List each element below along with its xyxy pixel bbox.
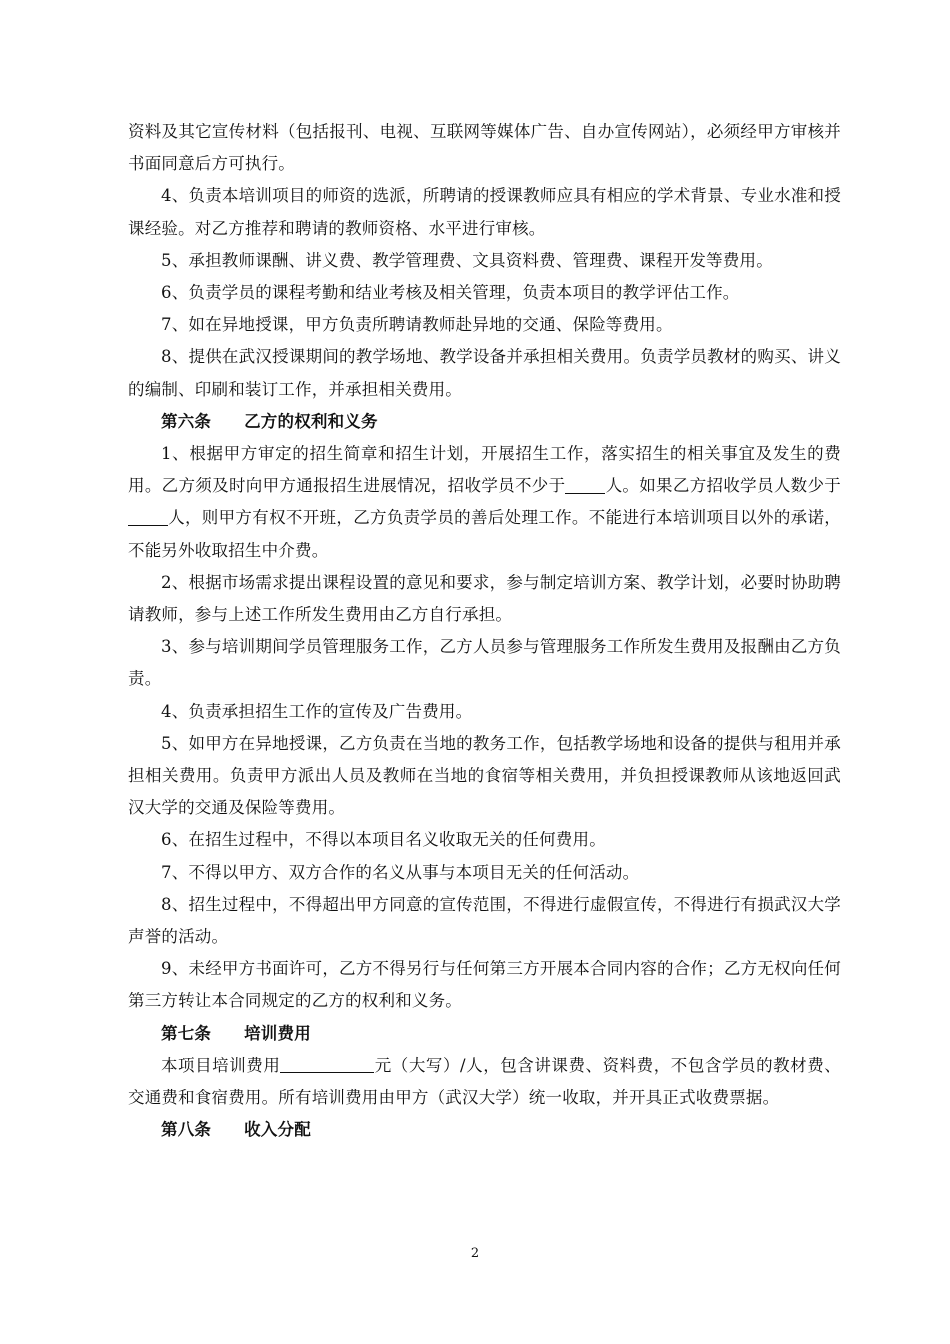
party-b-item-1: [128, 438, 841, 567]
fee-amount-blank: [280, 1055, 374, 1073]
party-b-item-1-part1: 1、根据甲方审定的招生简章和招生计划，开展招生工作，落实招生的相关事宜及发生的费用。乙方须及时向甲方通报招生进展情况，招收学员不少于: [128, 444, 841, 496]
party-b-item-1-part3: 人，则甲方有权不开班，乙方负责学员的善后处理工作。不能进行本培训项目以外的承诺，不能另外收取招生中介费。: [128, 508, 841, 560]
article-7-heading: [128, 1018, 841, 1050]
continuation-paragraph: 资料及其它宣传材料（包括报刊、电视、互联网等媒体广告、自办宣传网站），必须经甲方审核并书面同意后方可执行。: [128, 122, 841, 174]
training-fee-paragraph: [128, 1050, 841, 1114]
article-7-number: 第七条: [161, 1023, 212, 1043]
party-b-item-9: 9、未经甲方书面许可，乙方不得另行与任何第三方开展本合同内容的合作；乙方无权向任何第三方转让本合同规定的乙方的权利和义务。: [128, 959, 841, 1011]
article-6-heading: [128, 406, 841, 438]
party-b-item-2: 2、根据市场需求提出课程设置的意见和要求，参与制定培训方案、教学计划，必要时协助聘请教师，参与上述工作所发生费用由乙方自行承担。: [128, 572, 841, 625]
party-b-item-5: 5、如甲方在异地授课，乙方负责在当地的教务工作，包括教学场地和设备的提供与租用并承担相关费用。负责甲方派出人员及教师在当地的食宿等相关费用，并负担授课教师从该地返回武汉大学的交通及保险等费用。: [128, 733, 841, 818]
cancel-threshold-blank: [128, 508, 168, 526]
article-7-title: 培训费用: [244, 1023, 311, 1043]
party-a-item-8: 8、提供在武汉授课期间的教学场地、教学设备并承担相关费用。负责学员教材的购买、讲义的编制、印刷和装订工作，并承担相关费用。: [128, 347, 841, 399]
party-b-item-7: 7、不得以甲方、双方合作的名义从事与本项目无关的任何活动。: [161, 862, 640, 882]
party-a-item-5: 5、承担教师课酬、讲义费、教学管理费、文具资料费、管理费、课程开发等费用。: [161, 250, 773, 270]
party-a-item-4: 4、负责本培训项目的师资的选派，所聘请的授课教师应具有相应的学术背景、专业水准和授课经验。对乙方推荐和聘请的教师资格、水平进行审核。: [128, 186, 841, 238]
document-body: [128, 116, 841, 1147]
article-8-title: 收入分配: [244, 1120, 311, 1140]
party-a-item-6: 6、负责学员的课程考勤和结业考核及相关管理，负责本项目的教学评估工作。: [161, 283, 740, 303]
party-b-item-6: 6、在招生过程中，不得以本项目名义收取无关的任何费用。: [161, 830, 606, 850]
party-b-item-3: 3、参与培训期间学员管理服务工作，乙方人员参与管理服务工作所发生费用及报酬由乙方负责。: [128, 637, 841, 689]
training-fee-part2: 元（大写）/人，包含讲课费、资料费，不包含学员的教材费、交通费和食宿费用。所有培训费用由甲方（武汉大学）统一收取，并开具正式收费票据。: [128, 1055, 841, 1108]
article-8-heading: [128, 1114, 841, 1146]
article-6-number: 第六条: [161, 411, 212, 431]
min-students-blank: [565, 475, 605, 493]
party-a-item-7: 7、如在异地授课，甲方负责所聘请教师赴异地的交通、保险等费用。: [161, 315, 673, 335]
party-b-item-1-part2: 人。如果乙方招收学员人数少于: [605, 476, 841, 496]
training-fee-part1: 本项目培训费用: [161, 1055, 281, 1075]
page-number: 2: [470, 1246, 480, 1261]
party-b-item-8: 8、招生过程中，不得超出甲方同意的宣传范围，不得进行虚假宣传，不得进行有损武汉大学声誉的活动。: [128, 894, 841, 947]
article-8-number: 第八条: [161, 1120, 212, 1140]
article-6-title: 乙方的权利和义务: [244, 411, 378, 431]
party-b-item-4: 4、负责承担招生工作的宣传及广告费用。: [161, 701, 473, 721]
